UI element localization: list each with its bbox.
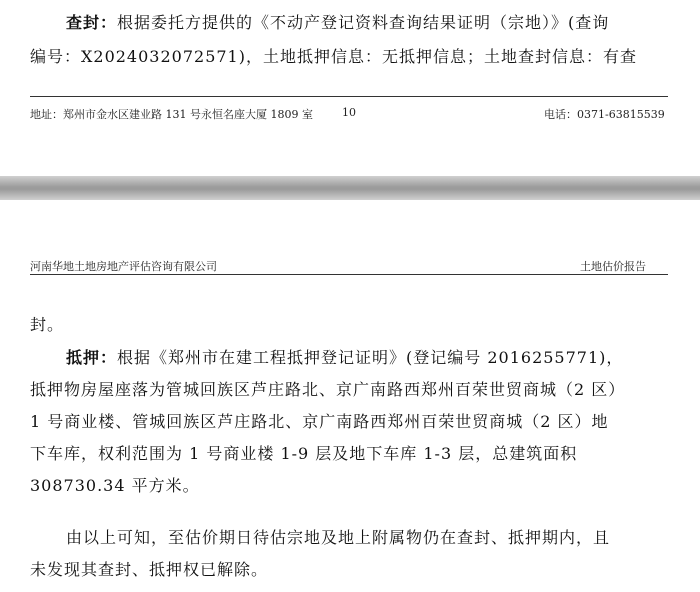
conclusion-paragraph-line-2: 未发现其查封、抵押权已解除。 (30, 560, 269, 579)
document-page-top (0, 0, 700, 176)
seizure-paragraph-line-2: 编号：X2024032072571)，土地抵押信息：无抵押信息；土地查封信息：有查 (30, 47, 637, 66)
header-divider (30, 274, 668, 275)
header-company: 河南华地土地房地产评估咨询有限公司 (30, 260, 217, 273)
seizure-paragraph-line-1 (66, 10, 609, 33)
mortgage-text-1: 根据《郑州市在建工程抵押登记证明》(登记编号 2016255771)， (117, 348, 624, 367)
header-report-title: 土地估价报告 (580, 260, 646, 273)
mortgage-paragraph-line-1 (66, 345, 623, 368)
page-number: 10 (342, 106, 356, 119)
page-separator (0, 176, 700, 200)
seizure-label: 查封： (66, 13, 118, 32)
seizure-text-1: 根据委托方提供的《不动产登记资料查询结果证明（宗地）》(查询 (117, 13, 610, 32)
mortgage-paragraph-line-2: 抵押物房屋座落为管城回族区芦庄路北、京广南路西郑州百荣世贸商城（2 区） (30, 380, 626, 399)
mortgage-label: 抵押： (66, 348, 118, 367)
mortgage-paragraph-line-3: 1 号商业楼、管城回族区芦庄路北、京广南路西郑州百荣世贸商城（2 区）地 (30, 412, 609, 431)
conclusion-paragraph-line-1: 由以上可知，至估价期日待估宗地及地上附属物仍在查封、抵押期内，且 (66, 528, 611, 547)
mortgage-paragraph-line-4: 下车库，权利范围为 1 号商业楼 1-9 层及地下车库 1-3 层，总建筑面积 (30, 444, 578, 463)
mortgage-paragraph-line-5: 308730.34 平方米。 (30, 476, 200, 495)
document-page-bottom (0, 200, 700, 592)
seizure-continuation: 封。 (30, 315, 65, 334)
footer-divider (30, 96, 668, 97)
footer-phone: 电话：0371-63815539 (544, 108, 665, 121)
footer-address: 地址：郑州市金水区建业路 131 号永恒名座大厦 1809 室 (30, 108, 313, 121)
